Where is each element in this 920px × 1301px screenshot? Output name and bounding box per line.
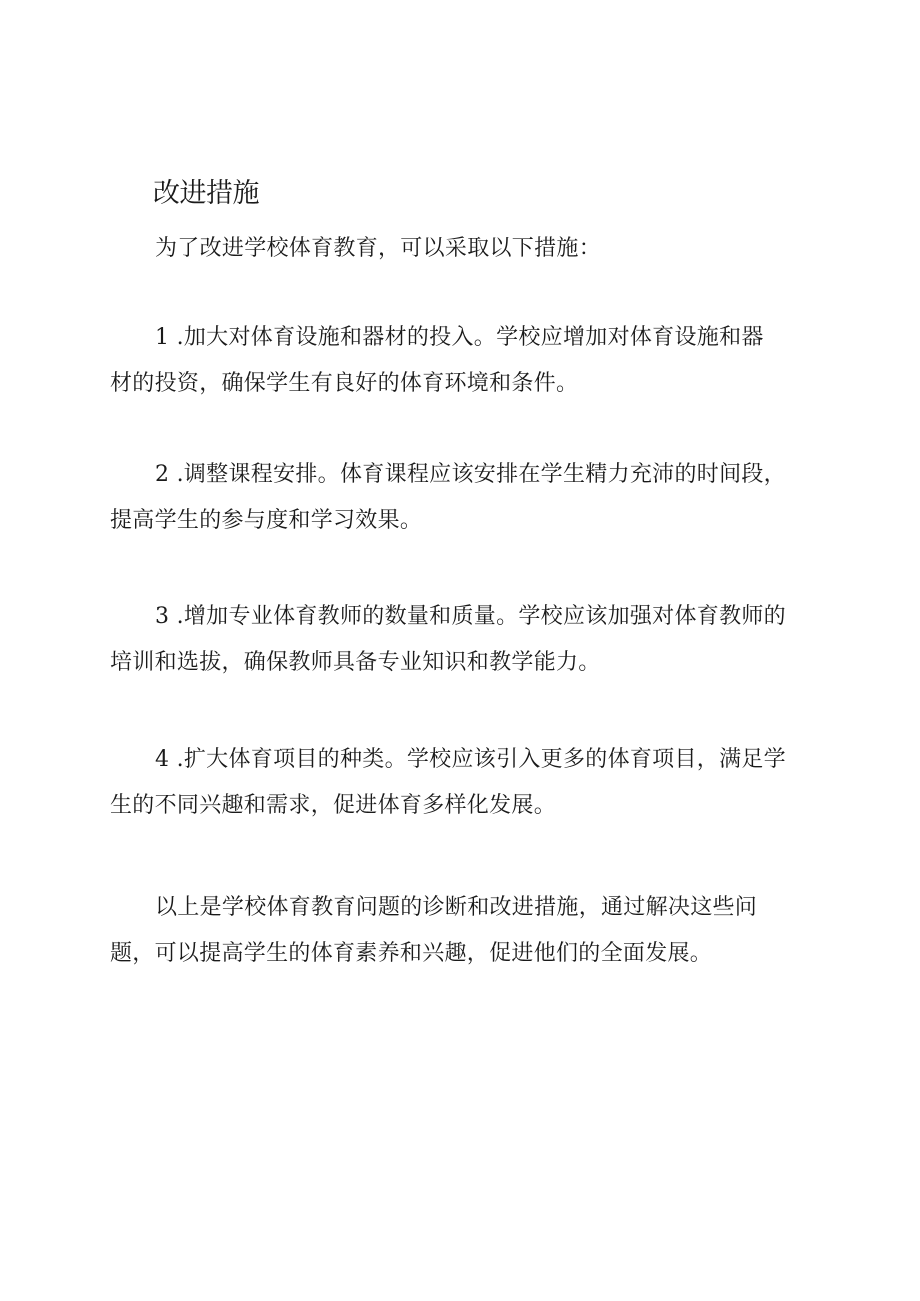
intro-text: 为了改进学校体育教育，可以采取以下措施： [155,236,602,261]
closing-line-1: 以上是学校体育教育问题的诊断和改进措施，通过解决这些问 [155,895,758,920]
measure-item-3-line-1: 3 .增加专业体育教师的数量和质量。学校应该加强对体育教师的 [155,604,786,629]
measure-item-4-line-1: 4 .扩大体育项目的种类。学校应该引入更多的体育项目，满足学 [155,747,786,772]
measure-item-4 [110,737,786,829]
measure-item-4-line-2: 生的不同兴趣和需求，促进体育多样化发展。 [110,793,557,818]
measure-item-1-line-2: 材的投资，确保学生有良好的体育环境和条件。 [110,371,579,396]
measure-item-2-line-2: 提高学生的参与度和学习效果。 [110,508,423,533]
measure-item-2-line-1: 2 .调整课程安排。体育课程应该安排在学生精力充沛的时间段， [155,462,786,487]
measure-item-2 [110,452,786,544]
measure-item-1-line-1: 1 .加大对体育设施和器材的投入。学校应增加对体育设施和器 [155,325,764,350]
closing-paragraph [110,885,757,977]
measure-item-3-line-2: 培训和选拔，确保教师具备专业知识和教学能力。 [110,650,601,675]
measure-item-3 [110,594,786,686]
closing-line-2: 题，可以提高学生的体育素养和兴趣，促进他们的全面发展。 [110,941,713,966]
intro-paragraph [155,226,601,272]
measure-item-1 [110,315,764,407]
section-heading: 改进措施 [153,178,259,209]
